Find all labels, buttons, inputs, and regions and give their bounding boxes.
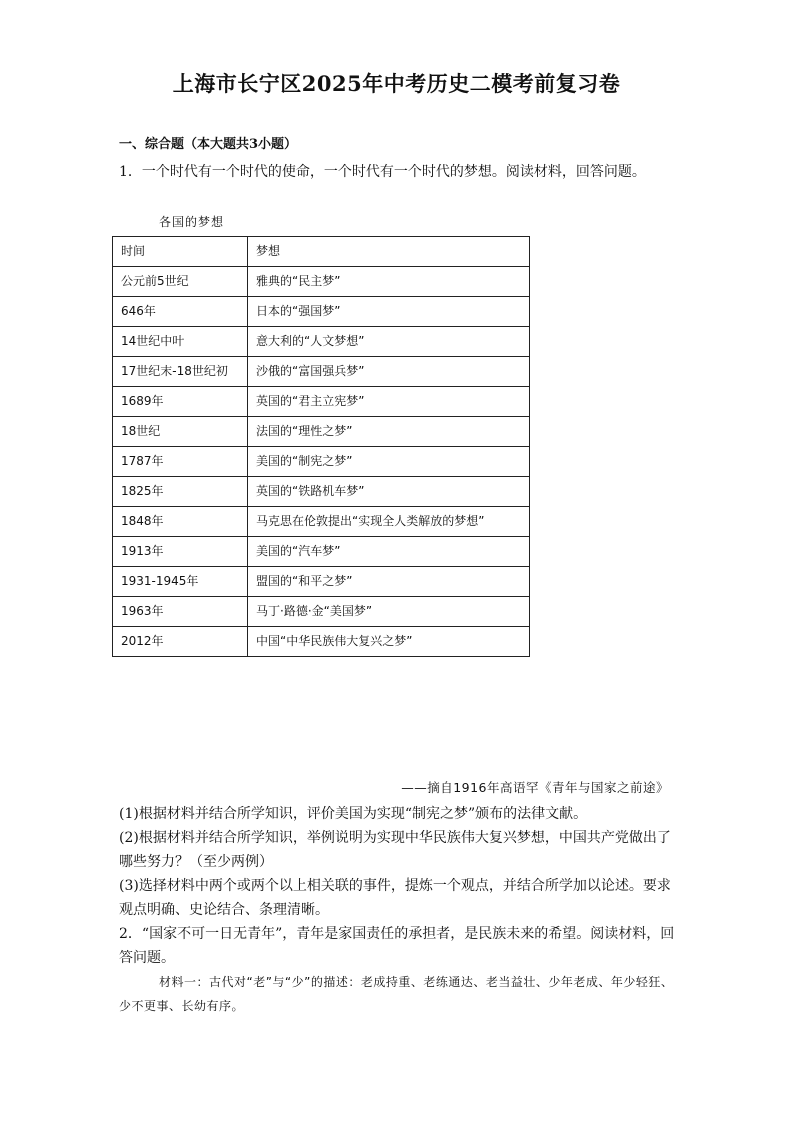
sub-question: (3)选择材料中两个或两个以上相关联的事件，提炼一个观点，并结合所学加以论述。要求观点明确、史论结合、条理清晰。: [119, 878, 671, 918]
table-row: [113, 447, 530, 477]
page-title: 上海市长宁区2025年中考历史二模考前复习卷: [172, 71, 621, 96]
table-row: [113, 327, 530, 357]
table-header-cell: 梦想: [248, 237, 530, 267]
table-cell-time: 公元前5世纪: [113, 267, 248, 297]
table-cell-time: 17世纪末-18世纪初: [113, 357, 248, 387]
table-cell-time: 1825年: [113, 477, 248, 507]
table-cell-dream: 美国的“制宪之梦”: [248, 447, 530, 477]
table-caption: 各国的梦想: [159, 215, 225, 229]
table-cell-time: 1913年: [113, 537, 248, 567]
table-cell-dream: 美国的“汽车梦”: [248, 537, 530, 567]
table-cell-time: 646年: [113, 297, 248, 327]
table-cell-time: 1931-1945年: [113, 567, 248, 597]
table-row: [113, 477, 530, 507]
table-cell-dream: 沙俄的“富国强兵梦”: [248, 357, 530, 387]
table-cell-dream: 中国“中华民族伟大复兴之梦”: [248, 627, 530, 657]
table-row: [113, 627, 530, 657]
question-2-intro: 2．“国家不可一日无青年”，青年是家国责任的承担者，是民族未来的希望。阅读材料，回答问题。: [119, 926, 675, 966]
table-cell-dream: 盟国的“和平之梦”: [248, 567, 530, 597]
table-cell-time: 1787年: [113, 447, 248, 477]
table-row: [113, 597, 530, 627]
table-cell-dream: 雅典的“民主梦”: [248, 267, 530, 297]
material-1: 材料一：古代对“老”与“少”的描述：老成持重、老练通达、老当益壮、少年老成、年少轻狂、少不更事、长幼有序。: [119, 975, 674, 1013]
table-cell-dream: 法国的“理性之梦”: [248, 417, 530, 447]
table-cell-time: 1689年: [113, 387, 248, 417]
table-cell-dream: 日本的“强国梦”: [248, 297, 530, 327]
table-cell-time: 2012年: [113, 627, 248, 657]
table-cell-dream: 英国的“铁路机车梦”: [248, 477, 530, 507]
table-cell-dream: 马丁·路德·金“美国梦”: [248, 597, 530, 627]
sub-question: (2)根据材料并结合所学知识，举例说明为实现中华民族伟大复兴梦想，中国共产党做出了哪些努力？（至少两例）: [119, 830, 671, 870]
table-row: [113, 507, 530, 537]
table-header-row: [113, 237, 530, 267]
table-row: [113, 417, 530, 447]
table-cell-time: 14世纪中叶: [113, 327, 248, 357]
table-cell-time: 18世纪: [113, 417, 248, 447]
table-cell-time: 1963年: [113, 597, 248, 627]
question-2: [119, 922, 675, 970]
table-cell-dream: 英国的“君主立宪梦”: [248, 387, 530, 417]
table-row: [113, 387, 530, 417]
table-row: [113, 297, 530, 327]
question-1-intro: 1．一个时代有一个时代的使命，一个时代有一个时代的梦想。阅读材料，回答问题。: [119, 164, 646, 180]
table-row: [113, 537, 530, 567]
dreams-table: [112, 236, 530, 657]
table-header-cell: 时间: [113, 237, 248, 267]
table-row: [113, 567, 530, 597]
table-cell-dream: 意大利的“人文梦想”: [248, 327, 530, 357]
section-heading: 一、综合题（本大题共3小题）: [119, 137, 298, 152]
sub-question: (1)根据材料并结合所学知识，评价美国为实现“制宪之梦”颁布的法律文献。: [119, 806, 588, 822]
question-1-subquestions: [119, 802, 675, 922]
table-cell-dream: 马克思在伦敦提出“实现全人类解放的梦想”: [248, 507, 530, 537]
source-citation: ——摘自1916年高语罕《青年与国家之前途》: [401, 780, 669, 795]
table-cell-time: 1848年: [113, 507, 248, 537]
table-row: [113, 267, 530, 297]
table-row: [113, 357, 530, 387]
